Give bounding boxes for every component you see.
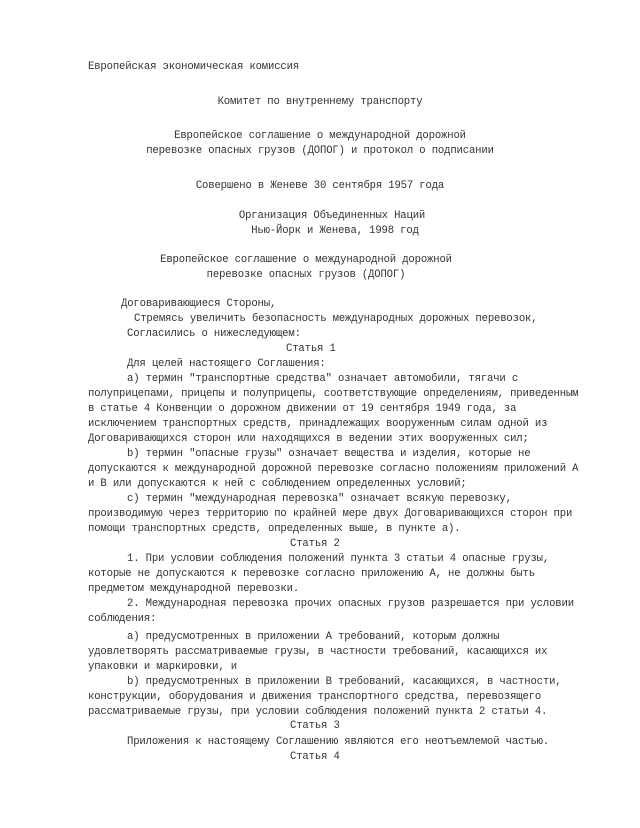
article-2-line: предметом международной перевозки. [88, 583, 300, 595]
done-at: Совершено в Женеве 30 сентября 1957 года [195, 180, 445, 192]
article-1-heading: Статья 1 [286, 343, 336, 355]
article-3-heading: Статья 3 [290, 720, 340, 732]
article-1-line: с) термин "международная перевозка" означает всякую перевозку, [127, 493, 512, 505]
title-line-2: перевозке опасных грузов (ДОПОГ) и протокол о подписании [146, 145, 494, 157]
article-1-line: в статье 4 Конвенции о дорожном движении от 19 сентября 1949 года, за [88, 403, 517, 415]
article-1-line: помощи транспортных средств, определенных выше, в пункте а). [88, 523, 461, 535]
article-2-line: рассматриваемые грузы, при условии соблюдения положений пункта 2 статьи 4. [88, 706, 548, 718]
article-2-line: 1. При условии соблюдения положений пункта 3 статьи 4 опасные грузы, [127, 553, 550, 565]
preamble-parties: Договаривающиеся Стороны, [121, 298, 277, 310]
article-1-line: Договаривающихся сторон или находящихся в ведении этих вооруженных сил; [88, 433, 529, 445]
article-2-line: b) предусмотренных в приложении В требований, касающихся, в частности, [127, 676, 562, 688]
subtitle-line-2: перевозке опасных грузов (ДОПОГ) [206, 269, 406, 281]
subtitle-line-1: Европейское соглашение о международной дорожной [160, 254, 452, 266]
article-2-line: конструкции, оборудования и движения транспортного средства, перевозящего [88, 691, 542, 703]
title-line-1: Европейское соглашение о международной дорожной [174, 130, 466, 142]
article-2-line: упаковки и маркировки, и [88, 661, 237, 673]
preamble-aim: Стремясь увеличить безопасность международных дорожных перевозок, [134, 313, 538, 325]
article-1-line: исключением транспортных средств, принадлежащих вооруженным силам одной из [88, 418, 548, 430]
publisher-line-1: Организация Объединенных Наций [238, 210, 426, 222]
article-2-line: 2. Международная перевозка прочих опасных грузов разрешается при условии [127, 598, 574, 610]
article-2-heading: Статья 2 [290, 538, 340, 550]
article-1-line: допускаются к международной дорожной перевозке согласно положениям приложений А [88, 463, 579, 475]
article-1-line: и В или допускаются к ней с соблюдением определенных условий; [88, 478, 467, 490]
article-2-line: соблюдения: [88, 613, 157, 625]
article-1-line: b) термин "опасные грузы" означает вещества и изделия, которые не [127, 448, 531, 460]
article-2-line: а) предусмотренных в приложении А требований, которым должны [127, 631, 500, 643]
article-1-line: производимую через территорию по крайней мере двух Договаривающихся сторон при [88, 508, 573, 520]
article-2-line: которые не допускаются к перевозке согласно приложению А, не должны быть [88, 568, 535, 580]
article-1-line: Для целей настоящего Соглашения: [127, 358, 326, 370]
article-3-line: Приложения к настоящему Соглашению являются его неотъемлемой частью. [127, 736, 550, 748]
article-1-line: полуприцепами, прицепы и полуприцепы, соответствующие определениям, приведенным [88, 388, 579, 400]
org-name: Европейская экономическая комиссия [88, 61, 300, 73]
article-1-line: а) термин "транспортные средства" означает автомобили, тягачи с [127, 373, 519, 385]
publisher-line-2: Нью-Йорк и Женева, 1998 год [251, 225, 419, 237]
article-2-line: удовлетворять рассматриваемые грузы, в частности требований, касающихся их [88, 646, 548, 658]
committee-name: Комитет по внутреннему транспорту [217, 96, 423, 108]
article-4-heading: Статья 4 [290, 751, 340, 763]
preamble-agreed: Согласились о нижеследующем: [127, 328, 301, 340]
